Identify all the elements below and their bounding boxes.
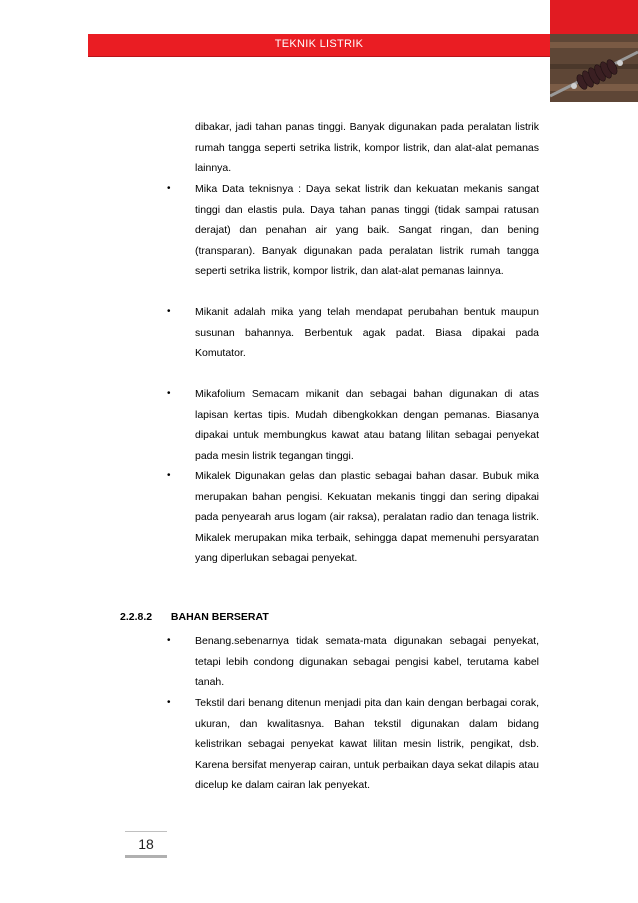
corner-red-block [550, 0, 638, 34]
list-item-text: Mika Data teknisnya : Daya sekat listrik dan kekuatan mekanis sangat tinggi dan elastis pula. Daya tahan panas tinggi (tidak sampai ratusan derajat) dan penahan air yang baik. Sangat ringan, dan bening (transparan). Banyak digunakan pada peralatan listrik rumah tangga seperti setrika listrik, kompor listrik, dan alat-alat pemanas lainnya. [195, 183, 539, 278]
section-heading [120, 607, 269, 627]
bullet-icon: • [167, 183, 171, 194]
list-item-text: Mikanit adalah mika yang telah mendapat perubahan bentuk maupun susunan bahannya. Berbentuk agak padat. Biasa dipakai pada Komutator. [195, 306, 539, 360]
bullet-icon: • [167, 388, 171, 399]
bullet-icon: • [167, 306, 171, 317]
section-number: 2.2.8.2 [120, 611, 153, 623]
bullet-icon: • [167, 635, 171, 646]
bullet-icon: • [167, 470, 171, 481]
header-title: TEKNIK LISTRIK [274, 38, 364, 50]
insulator-photo [550, 34, 638, 102]
page-number-rule-bottom [125, 855, 167, 858]
page-number-rule-top [125, 831, 167, 832]
page-number: 18 [138, 836, 154, 852]
bullet-icon: • [167, 697, 171, 708]
continuation-paragraph: dibakar, jadi tahan panas tinggi. Banyak digunakan pada peralatan listrik rumah tangga seperti setrika listrik, kompor listrik, dan alat-alat pemanas lainnya. [195, 121, 539, 175]
list-item-text: Benang.sebenarnya tidak semata-mata digunakan sebagai penyekat, tetapi lebih condong digunakan sebagai pengisi kabel, terutama kabel tanah. [195, 635, 539, 689]
header-bar [88, 34, 550, 57]
list-item-text: Tekstil dari benang ditenun menjadi pita dan kain dengan berbagai corak, ukuran, dan kwalitasnya. Bahan tekstil digunakan dalam bidang kelistrikan sebagai penyekat kawat lilitan mesin listrik, pengikat, dsb. Karena bersifat menyerap cairan, untuk perbaikan daya sekat dilapis atau dicelup ke dalam cairan lak penyekat. [195, 697, 539, 792]
list-item-text: Mikalek Digunakan gelas dan plastic sebagai bahan dasar. Bubuk mika merupakan bahan pengisi. Kekuatan mekanis tinggi dan sering dipakai pada penyearah arus logam (air raksa), peralatan radio dan tenaga listrik. Mikalek merupakan mika terbaik, sehingga dapat memenuhi persyaratan yang diperlukan sebagai penyekat. [195, 470, 539, 565]
list-item-text: Mikafolium Semacam mikanit dan sebagai bahan digunakan di atas lapisan kertas tipis. Mudah dibengkokkan dengan pemanas. Biasanya dipakai untuk membungkus kawat atau batang lilitan sebagai penyekat pada mesin listrik tegangan tinggi. [195, 388, 539, 462]
section-title: BAHAN BERSERAT [170, 611, 269, 623]
